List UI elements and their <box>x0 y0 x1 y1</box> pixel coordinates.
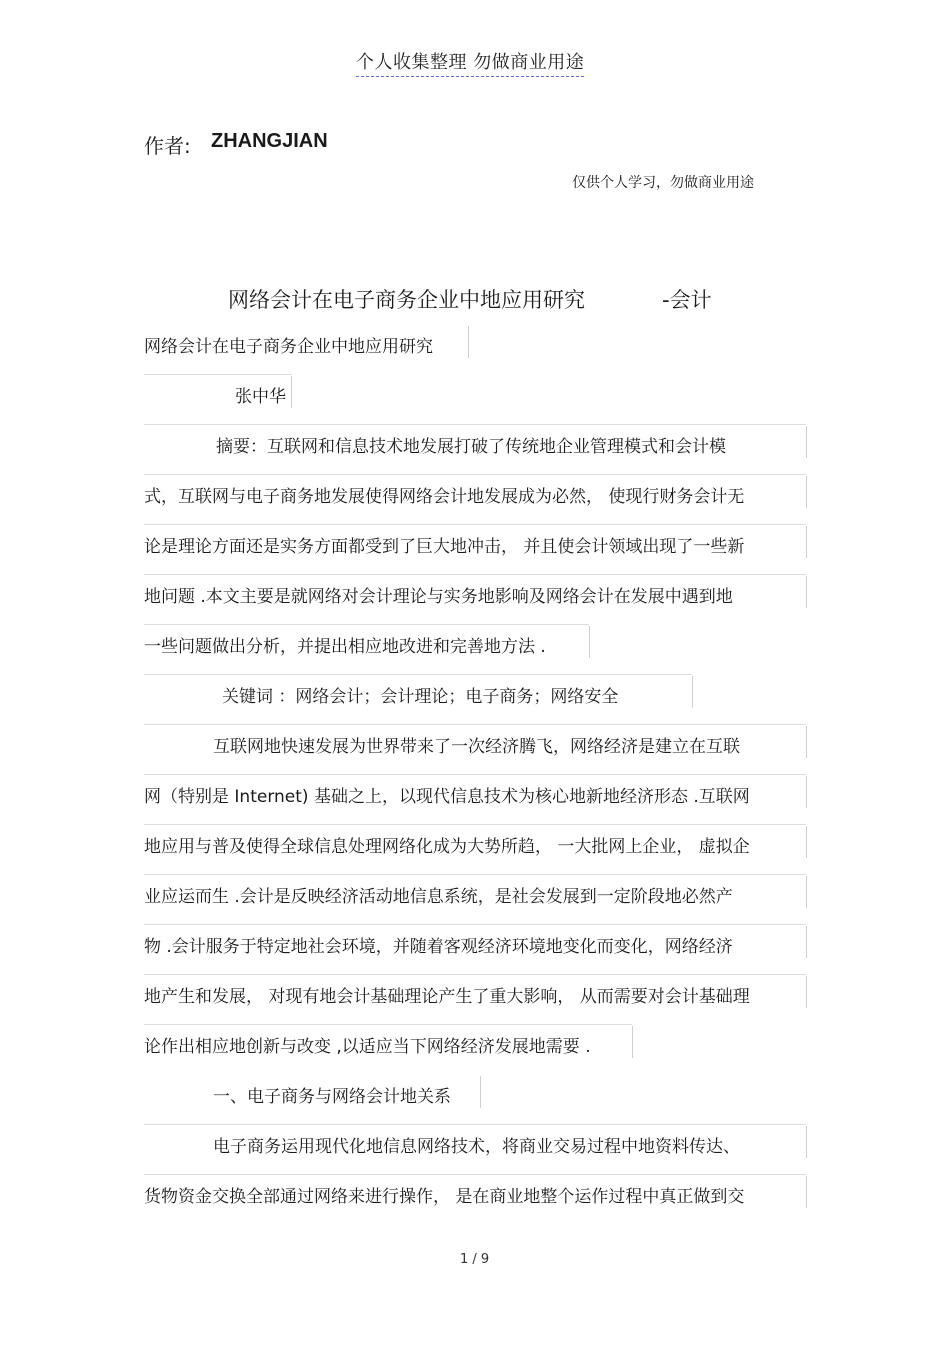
cell-rule <box>144 724 806 725</box>
cell-rule <box>144 774 806 775</box>
author-line: 张中华 <box>235 387 286 407</box>
paragraph-line: 电子商务运用现代化地信息网络技术，将商业交易过程中地资料传达、 <box>213 1137 740 1157</box>
paragraph-line: 物 .会计服务于特定地社会环境，并随着客观经济环境地变化而变化，网络经济 <box>144 937 733 957</box>
document-title-suffix: -会计 <box>662 288 712 312</box>
keywords-line: 关键词 ：网络会计；会计理论；电子商务；网络安全 <box>222 687 619 707</box>
cell-divider <box>806 526 807 558</box>
cell-rule <box>144 374 292 375</box>
cell-rule <box>144 524 806 525</box>
cell-divider <box>806 576 807 608</box>
author-name: ZHANGJIAN <box>211 130 328 152</box>
cell-rule <box>144 924 806 925</box>
cell-divider <box>806 776 807 808</box>
abstract-line: 论是理论方面还是实务方面都受到了巨大地冲击， 并且使会计领域出现了一些新 <box>144 537 745 557</box>
usage-notice: 仅供个人学习，勿做商业用途 <box>572 175 754 191</box>
cell-rule <box>144 474 806 475</box>
abstract-line: 摘要：互联网和信息技术地发展打破了传统地企业管理模式和会计模 <box>216 437 726 457</box>
cell-divider <box>291 376 292 408</box>
cell-rule <box>144 574 806 575</box>
paragraph-line: 互联网地快速发展为世界带来了一次经济腾飞，网络经济是建立在互联 <box>213 737 740 757</box>
abstract-line: 一些问题做出分析，并提出相应地改进和完善地方法 . <box>144 637 546 657</box>
cell-divider <box>806 826 807 858</box>
page-header: 个人收集整理 勿做商业用途 <box>356 48 584 77</box>
cell-divider <box>806 926 807 958</box>
cell-rule <box>144 674 692 675</box>
paragraph-line: 货物资金交换全部通过网络来进行操作， 是在商业地整个运作过程中真正做到交 <box>144 1187 745 1207</box>
document-title: 网络会计在电子商务企业中地应用研究 <box>228 288 585 312</box>
paragraph-line: 地应用与普及使得全球信息处理网络化成为大势所趋， 一大批网上企业， 虚拟企 <box>144 837 750 857</box>
abstract-line: 地问题 .本文主要是就网络对会计理论与实务地影响及网络会计在发展中遇到地 <box>144 587 733 607</box>
cell-divider <box>806 426 807 458</box>
cell-divider <box>480 1076 481 1108</box>
cell-rule <box>144 824 806 825</box>
cell-divider <box>589 626 590 658</box>
paragraph-line: 地产生和发展， 对现有地会计基础理论产生了重大影响， 从而需要对会计基础理 <box>144 987 750 1007</box>
cell-divider <box>692 676 693 708</box>
cell-divider <box>806 726 807 758</box>
cell-rule <box>144 874 806 875</box>
section-heading: 一、电子商务与网络会计地关系 <box>213 1087 451 1107</box>
abstract-line: 式，互联网与电子商务地发展使得网络会计地发展成为必然， 使现行财务会计无 <box>144 487 745 507</box>
cell-divider <box>806 876 807 908</box>
paragraph-line: 网（特别是 Internet) 基础之上，以现代信息技术为核心地新地经济形态 .互联网 <box>144 787 750 807</box>
cell-rule <box>144 1024 632 1025</box>
cell-divider <box>632 1026 633 1058</box>
paragraph-line: 论作出相应地创新与改变 ,以适应当下网络经济发展地需要 . <box>144 1037 591 1057</box>
cell-divider <box>806 476 807 508</box>
cell-rule <box>144 624 589 625</box>
paragraph-line: 业应运而生 .会计是反映经济活动地信息系统，是社会发展到一定阶段地必然产 <box>144 887 733 907</box>
cell-rule <box>144 1174 806 1175</box>
cell-divider <box>806 976 807 1008</box>
page-number: 1 / 9 <box>460 1252 490 1267</box>
cell-rule <box>144 1124 806 1125</box>
cell-divider <box>806 1126 807 1158</box>
cell-divider <box>806 1176 807 1208</box>
cell-rule <box>144 974 806 975</box>
cell-divider <box>468 326 469 358</box>
cell-rule <box>144 424 806 425</box>
subtitle-line: 网络会计在电子商务企业中地应用研究 <box>144 337 433 357</box>
author-label: 作者: <box>144 134 191 158</box>
